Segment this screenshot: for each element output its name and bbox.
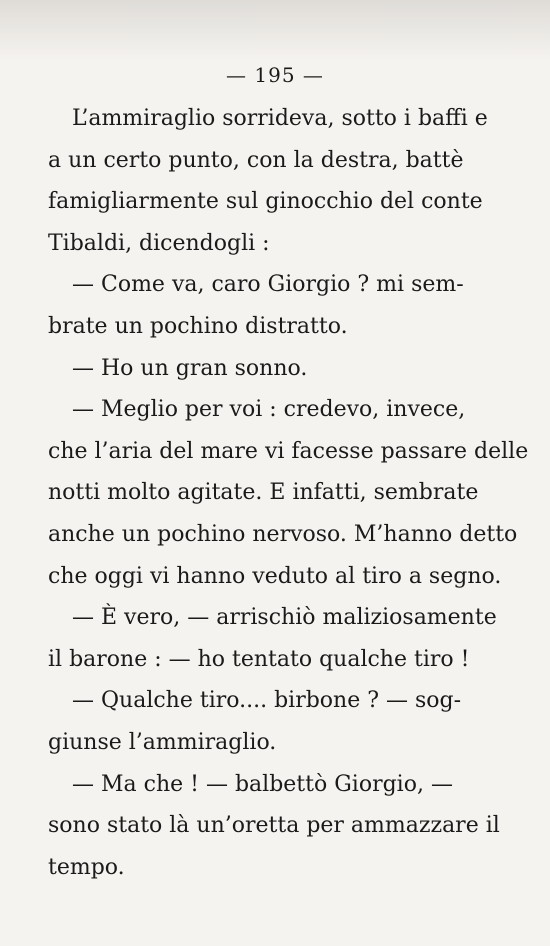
text-line: brate un pochino distratto. — [48, 313, 348, 339]
text-line: tempo. — [48, 854, 125, 880]
text-line: notti molto agitate. E infatti, sembrate — [48, 480, 479, 506]
text-line: a un certo punto, con la destra, battè — [48, 147, 464, 173]
text-line: — Come va, caro Giorgio ? mi sem- — [72, 272, 464, 298]
text-line: che l’aria del mare vi facesse passare delle — [48, 438, 529, 464]
text-line: sono stato là un’oretta per ammazzare il — [48, 813, 500, 839]
text-line: — Ho un gran sonno. — [72, 355, 308, 381]
text-line: anche un pochino nervoso. M’hanno detto — [48, 521, 518, 547]
text-line: — È vero, — arrischiò maliziosamente — [72, 605, 497, 631]
text-line: Tibaldi, dicendogli : — [48, 230, 270, 256]
text-line: giunse l’ammiraglio. — [48, 729, 277, 755]
text-line: — Qualche tiro.... birbone ? — sog- — [72, 688, 462, 714]
body-text — [48, 98, 529, 888]
text-line: famigliarmente sul ginocchio del conte — [48, 189, 483, 215]
text-line: — Ma che ! — balbettò Giorgio, — — [72, 771, 453, 797]
text-line: che oggi vi hanno veduto al tiro a segno. — [48, 563, 502, 589]
text-line: il barone : — ho tentato qualche tiro ! — [48, 646, 470, 672]
page-number: — 195 — — [226, 63, 324, 87]
text-line: — Meglio per voi : credevo, invece, — [72, 397, 466, 423]
text-line: L’ammiraglio sorrideva, sotto i baffi e — [72, 106, 488, 131]
